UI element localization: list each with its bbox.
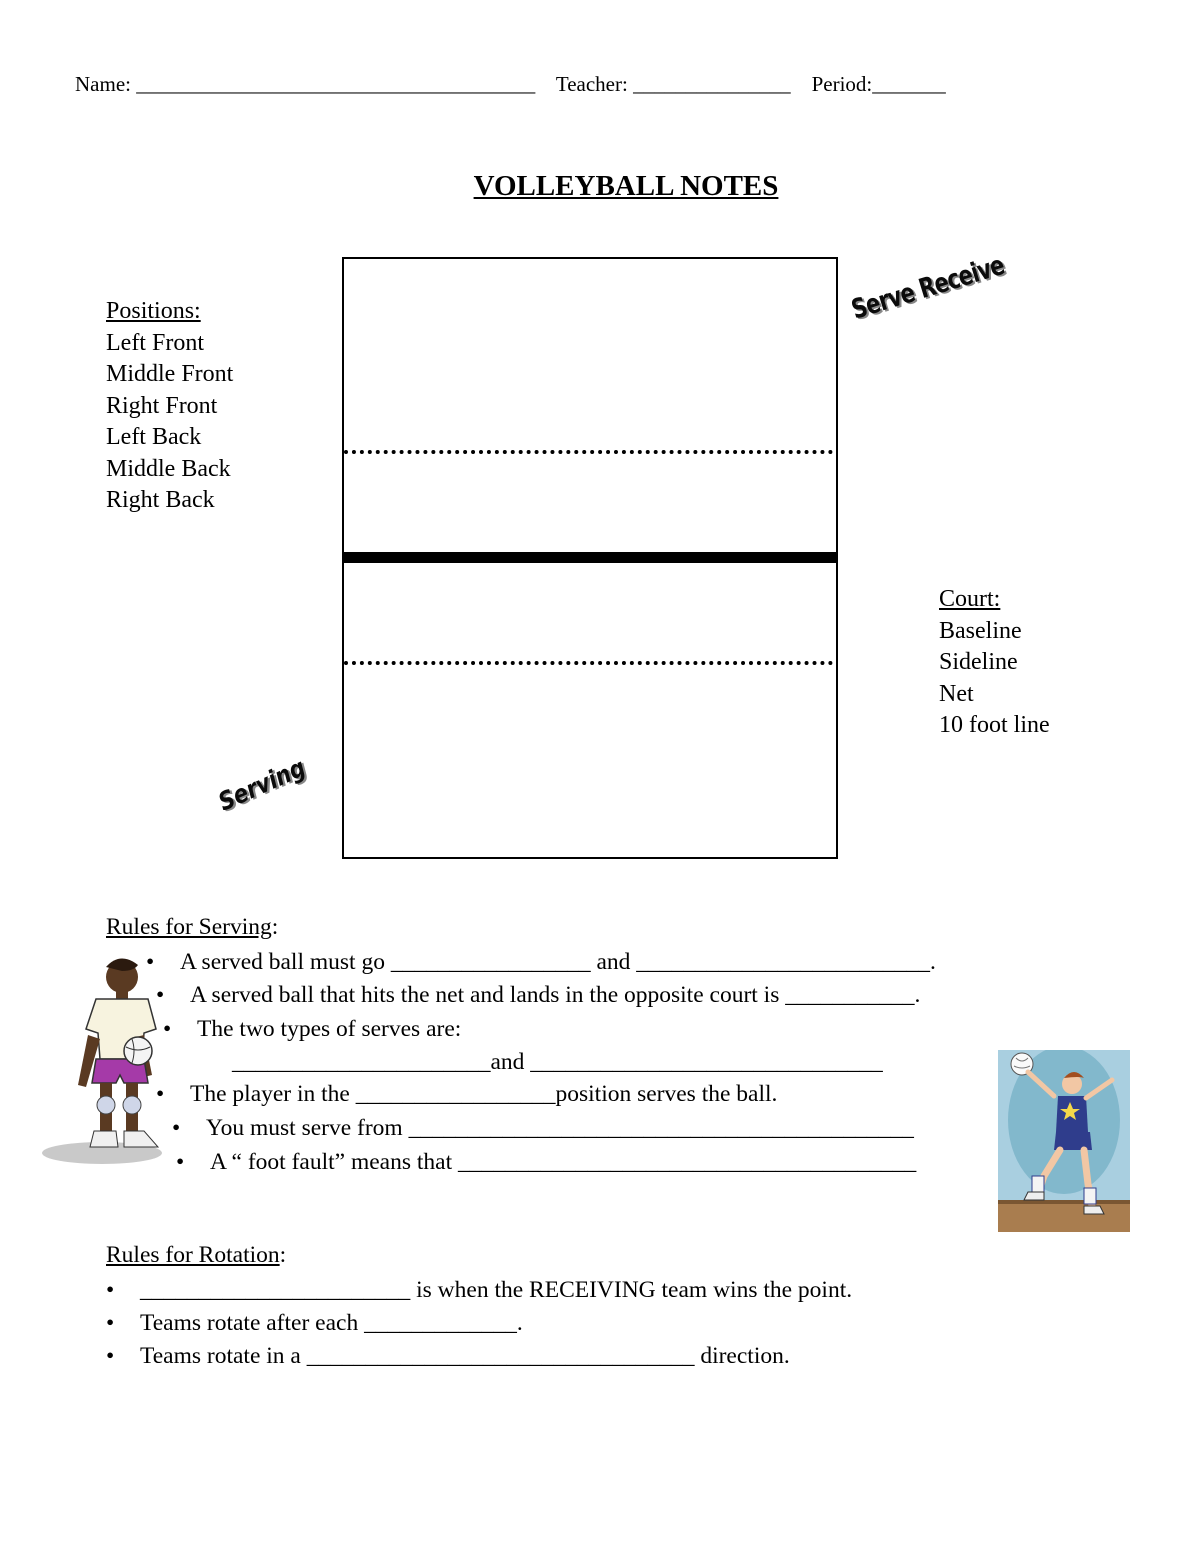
teacher-field-label: Teacher: _______________ — [555, 72, 791, 96]
court-term-item: Baseline — [939, 617, 1022, 644]
list-item — [106, 1310, 523, 1337]
serving-wordart: Serving — [214, 752, 310, 817]
court-term-item: Sideline — [939, 649, 1018, 675]
rotation-rule-text: Teams rotate after each _____________. — [140, 1310, 523, 1336]
serving-rules-heading-text: Rules for Serving — [106, 914, 272, 940]
position-item: Right Front — [106, 392, 218, 419]
bullet: • — [106, 1277, 115, 1303]
serving-rule-blanks: ______________________and ______________________________ — [232, 1049, 883, 1075]
serving-rule-text: A served ball must go _________________ and _________________________. — [180, 949, 936, 975]
list-item — [172, 1115, 914, 1142]
serve-receive-wordart: Serve Receive — [848, 249, 1008, 326]
bullet: • — [106, 1343, 115, 1369]
rotation-rules-heading-suffix: : — [279, 1242, 287, 1268]
player-left-illustration-icon — [40, 955, 165, 1170]
name-field-label: Name: ______________________________________ — [75, 72, 536, 96]
list-item — [106, 1343, 790, 1370]
serving-rule-text: The player in the _________________position serves the ball. — [190, 1081, 778, 1107]
position-item: Right Back — [106, 487, 215, 513]
bullet: • — [106, 1310, 115, 1336]
list-item — [106, 1277, 852, 1304]
rotation-rule-text: _______________________ is when the RECEIVING team wins the point. — [140, 1277, 853, 1303]
position-item: Middle Back — [106, 455, 231, 482]
serving-rule-text: You must serve from ___________________________________________ — [206, 1115, 914, 1141]
court-term-item: 10 foot line — [939, 712, 1050, 738]
list-item — [146, 949, 936, 976]
bullet: • — [172, 1115, 181, 1141]
position-item: Left Front — [106, 329, 204, 356]
player-right-illustration-icon — [998, 1050, 1130, 1232]
position-item: Left Back — [106, 424, 202, 450]
rotation-rule-text: Teams rotate in a _________________________________ direction. — [140, 1343, 790, 1369]
list-item — [156, 1081, 777, 1108]
court-heading: Court: — [939, 586, 1001, 612]
bullet: • — [163, 1016, 172, 1042]
serving-rules-heading-suffix: : — [271, 914, 279, 940]
serving-rule-text: The two types of serves are: — [197, 1016, 462, 1042]
list-item — [163, 1016, 461, 1043]
position-item: Middle Front — [106, 361, 234, 387]
bullet: • — [156, 982, 165, 1008]
list-item — [176, 1149, 916, 1176]
rotation-rules-heading-text: Rules for Rotation — [106, 1242, 280, 1268]
court-term-item: Net — [939, 680, 974, 707]
rotation-rules-heading — [106, 1242, 286, 1269]
positions-heading: Positions: — [106, 298, 201, 324]
page-title: VOLLEYBALL NOTES — [473, 170, 779, 202]
bullet: • — [156, 1081, 165, 1107]
serving-rules-heading — [106, 914, 278, 941]
period-field-label: Period:_______ — [811, 72, 946, 96]
bullet: • — [176, 1149, 185, 1175]
bullet: • — [146, 949, 155, 975]
serving-rule-text: A “ foot fault” means that _______________________________________ — [210, 1149, 917, 1175]
serving-rule-text: A served ball that hits the net and lands in the opposite court is ___________. — [190, 982, 921, 1008]
list-item — [156, 982, 920, 1009]
